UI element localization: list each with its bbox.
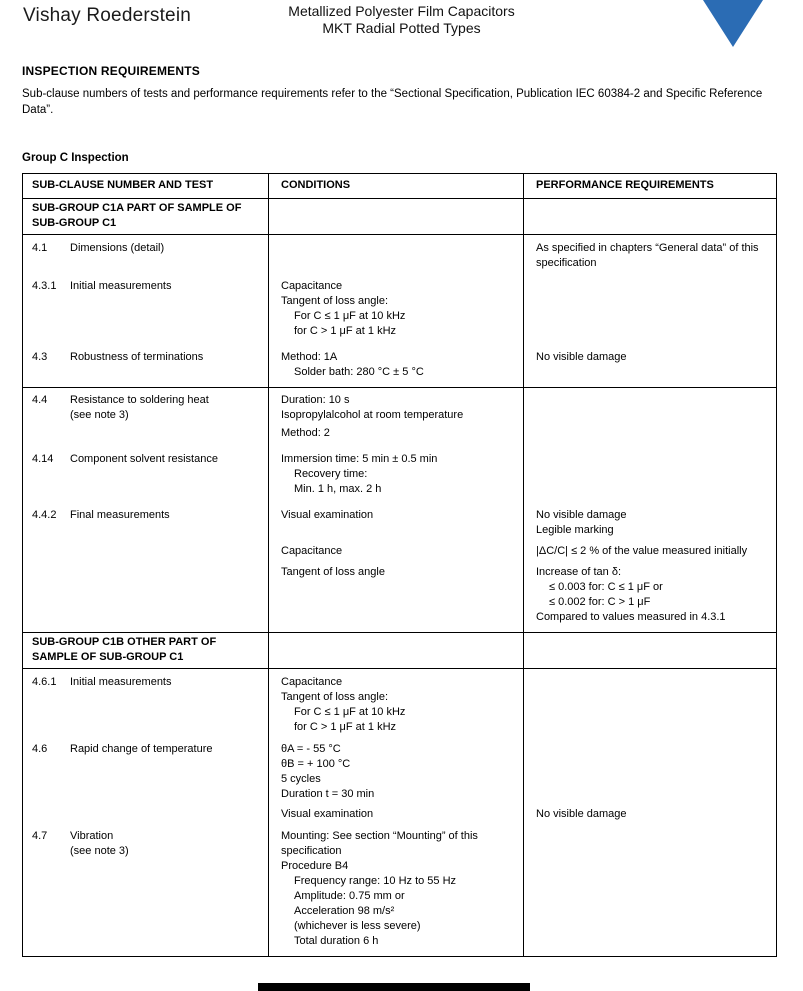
condition-line: Duration: 10 s — [281, 394, 350, 406]
condition-line: 5 cycles — [281, 773, 321, 785]
section-title-c1a: SUB-GROUP C1A PART OF SAMPLE OF SUB-GROUP C1 — [32, 202, 242, 229]
document-title — [0, 3, 803, 37]
condition-line: For C ≤ 1 μF at 10 kHz — [294, 706, 406, 718]
conditions-cell — [268, 388, 523, 452]
performance-text: No visible damage — [536, 351, 627, 363]
performance-text: No visible damage — [536, 509, 627, 521]
subclause-cell — [23, 669, 268, 742]
condition-line: Capacitance — [281, 676, 343, 688]
page-header — [0, 0, 803, 52]
performance-text: Increase of tan δ: — [536, 566, 622, 578]
empty-cell — [523, 633, 776, 668]
footer-bar — [258, 983, 530, 991]
empty-cell — [523, 742, 776, 807]
table-row-4-14 — [23, 452, 776, 508]
condition-line: Frequency range: 10 Hz to 55 Hz — [294, 875, 457, 887]
table-row-4-4-2 — [23, 508, 776, 544]
condition-line: Tangent of loss angle — [281, 566, 385, 578]
conditions-cell — [268, 452, 523, 508]
condition-line: for C > 1 μF at 1 kHz — [294, 721, 397, 733]
subclause-cell — [23, 388, 268, 452]
intro-paragraph: Sub-clause numbers of tests and performance requirements refer to the “Sectional Specification, Publication IEC 60384-2 and Specific Reference Data”. — [22, 88, 763, 116]
test-name: Dimensions (detail) — [70, 242, 165, 254]
test-name — [70, 393, 262, 423]
document-title-line2: MKT Radial Potted Types — [322, 20, 481, 36]
section-heading: INSPECTION REQUIREMENTS — [22, 64, 200, 78]
page-content — [22, 64, 777, 957]
section-row-c1b — [23, 632, 776, 668]
table-row-4-6 — [23, 742, 776, 807]
subclause-cell — [23, 235, 268, 279]
document-title-line1: Metallized Polyester Film Capacitors — [288, 3, 515, 19]
condition-line: Method: 2 — [281, 427, 330, 439]
inspection-table — [22, 173, 777, 957]
column-header-conditions: CONDITIONS — [268, 174, 523, 198]
performance-text: Compared to values measured in 4.3.1 — [536, 611, 726, 623]
condition-line: Tangent of loss angle: — [281, 691, 389, 703]
test-note: (see note 3) — [70, 845, 129, 857]
condition-line: Recovery time: — [294, 468, 368, 480]
performance-cell — [523, 565, 776, 632]
conditions-cell — [268, 279, 523, 350]
conditions-cell — [268, 565, 523, 632]
test-name: Robustness of terminations — [70, 351, 204, 363]
subclause-cell — [23, 452, 268, 508]
conditions-cell — [268, 350, 523, 387]
subclause-number: 4.4 — [32, 394, 48, 406]
condition-line: Mounting: See section “Mounting” of this specification — [281, 830, 478, 857]
empty-cell — [523, 279, 776, 350]
performance-text: ≤ 0.003 for: C ≤ 1 μF or — [549, 581, 663, 593]
table-row-4-4 — [23, 387, 776, 452]
condition-line: Acceleration 98 m/s² — [294, 905, 395, 917]
condition-line: θB = + 100 °C — [281, 758, 351, 770]
table-header-row — [23, 174, 776, 198]
empty-cell — [523, 452, 776, 508]
empty-cell — [268, 633, 523, 668]
conditions-cell — [268, 669, 523, 742]
subclause-number: 4.1 — [32, 242, 48, 254]
empty-cell — [523, 669, 776, 742]
subclause-number: 4.14 — [32, 453, 54, 465]
performance-text: ≤ 0.002 for: C > 1 μF — [549, 596, 651, 608]
column-header-performance: PERFORMANCE REQUIREMENTS — [523, 174, 776, 198]
empty-cell — [23, 807, 268, 829]
table-row-4-6-1 — [23, 668, 776, 742]
condition-line: Duration t = 30 min — [281, 788, 375, 800]
test-name — [70, 829, 262, 859]
conditions-cell — [268, 742, 523, 807]
column-header-subclause: SUB-CLAUSE NUMBER AND TEST — [32, 179, 214, 191]
performance-text: As specified in chapters “General data” of this specification — [536, 242, 759, 269]
subclause-cell — [23, 742, 268, 807]
condition-line: θA = - 55 °C — [281, 743, 341, 755]
performance-text: |ΔC/C| ≤ 2 % of the value measured initially — [536, 545, 748, 557]
performance-cell — [523, 235, 776, 279]
condition-line: Amplitude: 0.75 mm or — [294, 890, 405, 902]
conditions-cell — [268, 508, 523, 544]
empty-cell — [523, 199, 776, 234]
performance-cell — [523, 807, 776, 829]
subclause-number: 4.3.1 — [32, 280, 57, 292]
subclause-number: 4.3 — [32, 351, 48, 363]
condition-line: Method: 1A — [281, 351, 338, 363]
conditions-cell — [268, 807, 523, 829]
subclause-cell — [23, 829, 268, 956]
condition-line: Isopropylalcohol at room temperature — [281, 409, 464, 421]
condition-line: Visual examination — [281, 808, 374, 820]
performance-cell — [523, 544, 776, 565]
condition-line: Capacitance — [281, 545, 343, 557]
performance-text: No visible damage — [536, 808, 627, 820]
condition-line: Immersion time: 5 min ± 0.5 min — [281, 453, 438, 465]
table-row-4-6-visual — [23, 807, 776, 829]
performance-cell — [523, 508, 776, 544]
test-name: Component solvent resistance — [70, 453, 218, 465]
subclause-cell — [23, 279, 268, 350]
subclause-cell — [23, 350, 268, 387]
section-row-c1a — [23, 198, 776, 234]
test-name-line: Vibration — [70, 830, 114, 842]
test-name: Final measurements — [70, 509, 170, 521]
test-name: Rapid change of temperature — [70, 743, 213, 755]
subclause-number: 4.6.1 — [32, 676, 57, 688]
empty-cell — [23, 544, 268, 565]
condition-line: For C ≤ 1 μF at 10 kHz — [294, 310, 406, 322]
table-row-4-7 — [23, 829, 776, 956]
condition-line: Visual examination — [281, 509, 374, 521]
condition-line: for C > 1 μF at 1 kHz — [294, 325, 397, 337]
empty-cell — [268, 235, 523, 279]
brand-text: Vishay Roederstein — [23, 5, 192, 26]
table-row-4-1 — [23, 234, 776, 279]
condition-line: Total duration 6 h — [294, 935, 379, 947]
table-row-4-4-2-capacitance — [23, 544, 776, 565]
condition-line: Procedure B4 — [281, 860, 349, 872]
test-note: (see note 3) — [70, 409, 129, 421]
conditions-cell — [268, 829, 523, 956]
subclause-cell — [23, 508, 268, 544]
condition-line: Solder bath: 280 °C ± 5 °C — [294, 366, 424, 378]
section-title-c1b: SUB-GROUP C1B OTHER PART OF SAMPLE OF SUB-GROUP C1 — [32, 636, 217, 663]
test-name-line: Resistance to soldering heat — [70, 394, 209, 406]
conditions-cell — [268, 544, 523, 565]
performance-cell — [523, 350, 776, 387]
condition-line: Min. 1 h, max. 2 h — [294, 483, 382, 495]
condition-line: Tangent of loss angle: — [281, 295, 389, 307]
test-name: Initial measurements — [70, 676, 172, 688]
empty-cell — [23, 565, 268, 632]
table-row-4-3-1 — [23, 279, 776, 350]
table-row-4-4-2-tangent — [23, 565, 776, 632]
subclause-number: 4.6 — [32, 743, 48, 755]
empty-cell — [523, 388, 776, 452]
empty-cell — [268, 199, 523, 234]
performance-text: Legible marking — [536, 524, 614, 536]
test-name: Initial measurements — [70, 280, 172, 292]
subclause-number: 4.7 — [32, 830, 48, 842]
table-row-4-3 — [23, 350, 776, 387]
subclause-number: 4.4.2 — [32, 509, 57, 521]
empty-cell — [523, 829, 776, 956]
condition-line: (whichever is less severe) — [294, 920, 421, 932]
table-caption: Group C Inspection — [22, 152, 129, 164]
condition-line: Capacitance — [281, 280, 343, 292]
